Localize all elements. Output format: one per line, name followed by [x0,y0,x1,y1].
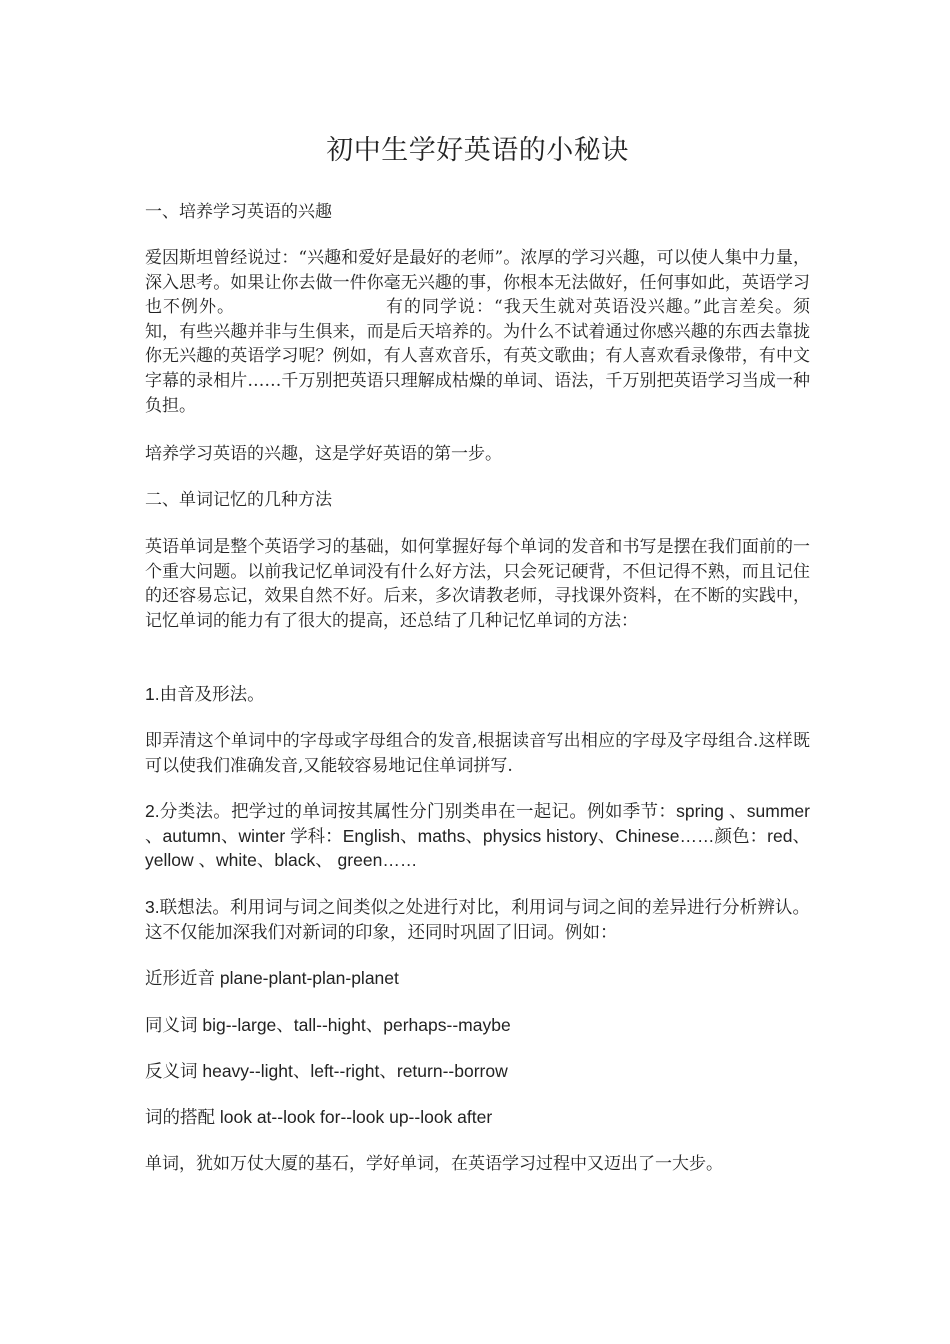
method3-paragraph: 3.联想法。利用词与词之间类似之处进行对比，利用词与词之间的差异进行分析辨认。这不仅能加深我们对新词的印象，还同时巩固了旧词。例如： [145,897,810,942]
section1-paragraph-1 [145,246,810,418]
section1-paragraph-1-part2: 有的同学说：“我天生就对英语没兴趣。”此言差矣。须知，有些兴趣并非与生俱来，而是后天培养的。为什么不试着通过你感兴趣的东西去靠拢你无兴趣的英语学习呢？例如，有人喜欢音乐，有英文歌曲；有人喜欢看录像带，有中文字幕的录相片……千万别把英语只理解成枯燥的单词、语法，千万别把英语学习当成一种负担。 [145,297,811,416]
example-antonyms: 反义词 heavy--light、left--right、return--borrow [145,1061,508,1081]
document-title: 初中生学好英语的小秘诀 [326,135,629,166]
section1-paragraph-2: 培养学习英语的兴趣，这是学好英语的第一步。 [145,444,502,464]
section1-heading: 一、培养学习英语的兴趣 [145,202,332,222]
method1-title: 1.由音及形法。 [145,684,265,704]
section1-paragraph-1-part1: 爱因斯坦曾经说过：“兴趣和爱好是最好的老师”。浓厚的学习兴趣，可以使人集中力量，深入思考。如果让你去做一件你毫无兴趣的事，你根本无法做好，任何事如此，英语学习也不例外。 [145,248,810,318]
section2-intro: 英语单词是整个英语学习的基础，如何掌握好每个单词的发音和书写是摆在我们面前的一个重大问题。以前我记忆单词没有什么好方法，只会死记硬背，不但记得不熟，而且记住的还容易忘记，效果自然不好。后来，多次请教老师，寻找课外资料，在不断的实践中，记忆单词的能力有了很大的提高，还总结了几种记忆单词的方法： [145,537,810,631]
method2-paragraph: 2.分类法。把学过的单词按其属性分门别类串在一起记。例如季节：spring 、summer 、autumn、winter 学科：English、maths、physics history、Chinese……颜色：red、yellow 、white、black、 green…… [145,801,810,871]
example-similar-form: 近形近音 plane-plant-plan-planet [145,968,399,988]
example-synonyms: 同义词 big--large、tall--hight、perhaps--maybe [145,1015,511,1035]
section2-heading: 二、单词记忆的几种方法 [145,490,332,510]
conclusion-paragraph: 单词，犹如万仗大厦的基石，学好单词，在英语学习过程中又迈出了一大步。 [145,1154,723,1174]
method1-description: 即弄清这个单词中的字母或字母组合的发音,根据读音写出相应的字母及字母组合.这样既可以使我们准确发音,又能较容易地记住单词拼写. [145,731,810,776]
example-collocations: 词的搭配 look at--look for--look up--look after [145,1107,493,1127]
document-page [145,0,810,1344]
